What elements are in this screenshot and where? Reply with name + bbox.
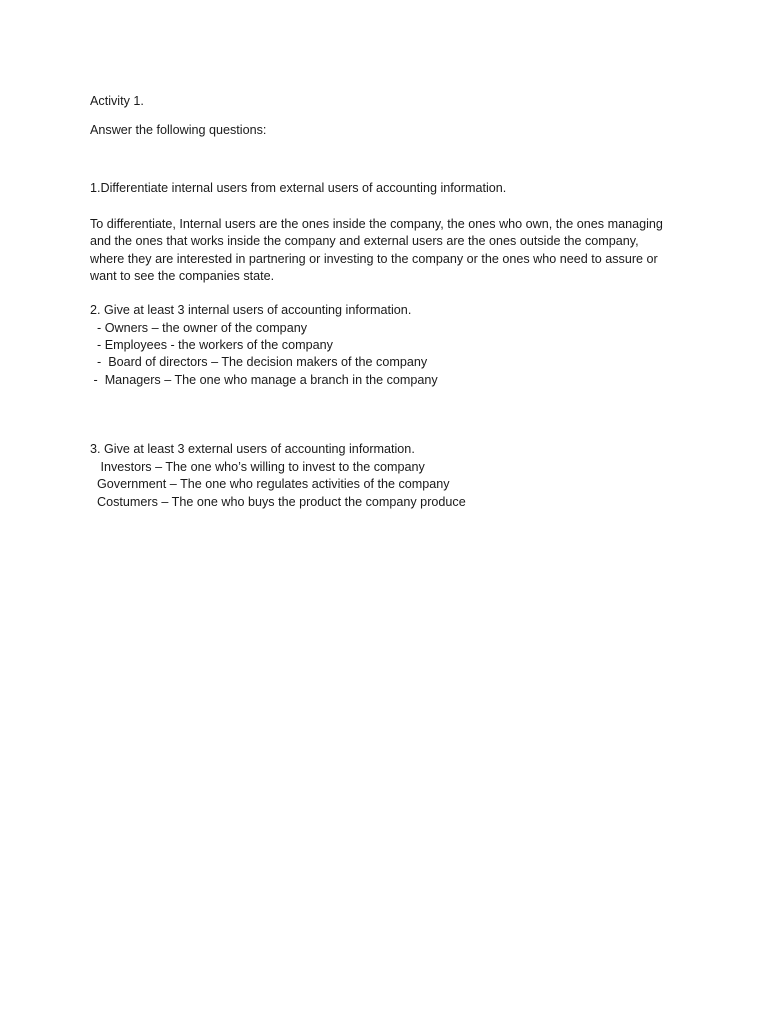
activity-title: Activity 1. <box>90 94 144 108</box>
question-3: 3. Give at least 3 external users of accounting information. <box>90 442 415 456</box>
question-1: 1.Differentiate internal users from external users of accounting information. <box>90 181 507 195</box>
internal-user-item: - Employees - the workers of the company <box>90 338 333 352</box>
question-2: 2. Give at least 3 internal users of accounting information. <box>90 303 412 317</box>
internal-user-item: - Managers – The one who manage a branch in the company <box>90 373 438 387</box>
internal-user-item: - Owners – the owner of the company <box>90 321 307 335</box>
external-user-item: Government – The one who regulates activities of the company <box>90 477 450 491</box>
external-user-item: Costumers – The one who buys the product the company produce <box>90 495 466 509</box>
instruction-text: Answer the following questions: <box>90 123 267 137</box>
answer-1: To differentiate, Internal users are the ones inside the company, the ones who own, the ones managing and the ones that works inside the company and external users are the ones outside the company, where they are interested in partnering or investing to the company or the ones who need to assure or want to see the companies state. <box>90 217 663 284</box>
external-user-item: Investors – The one who’s willing to invest to the company <box>90 460 425 474</box>
internal-user-item: - Board of directors – The decision makers of the company <box>90 355 428 369</box>
